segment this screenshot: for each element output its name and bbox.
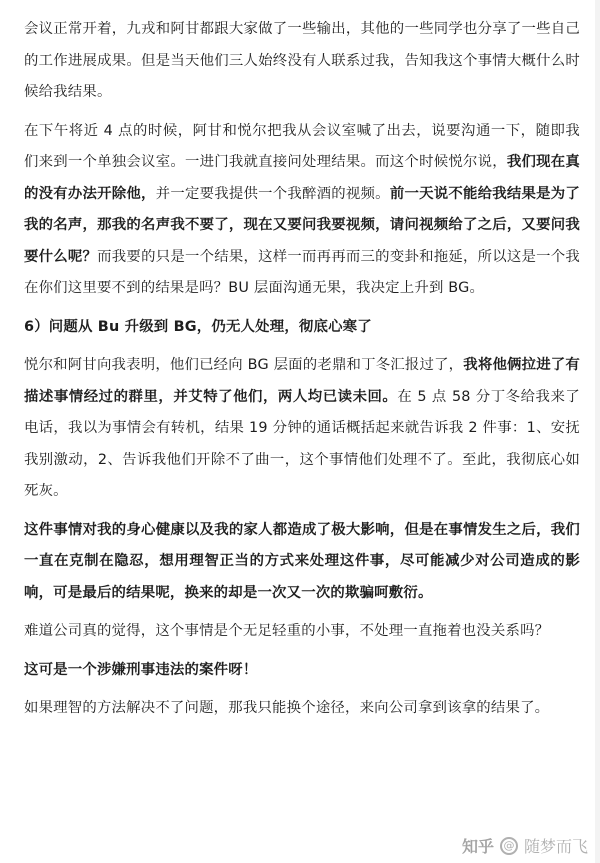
- scrollbar[interactable]: [595, 0, 600, 863]
- section-heading: 6）问题从 Bu 升级到 BG，仍无人处理，彻底心寒了: [24, 318, 372, 335]
- text-segment: 在 5 点 58 分丁冬给我来了电话，我以为事情会有转机，结果 19 分钟的通话概括起来就告诉我 2 件事：1、安抚我别激动，2、告诉我他们开除不了曲一，这个事情他们处理不了。至此，我彻底心如死灰。: [24, 388, 580, 499]
- bold-segment: 这件事情对我的身心健康以及我的家人都造成了极大影响，但是在事情发生之后，我们一直在克制在隐忍，想用理智正当的方式来处理这件事，尽可能减少对公司造成的影响，可是最后的结果呢，换来的却是一次又一次的欺骗呵敷衍。: [24, 521, 580, 601]
- text-segment: 如果理智的方法解决不了问题，那我只能换个途径，来向公司拿到该拿的结果了。: [24, 700, 550, 716]
- text-segment: 并一定要我提供一个我醉酒的视频。: [155, 185, 390, 202]
- paragraph-afternoon: [24, 116, 580, 305]
- watermark-author: 随梦而飞: [523, 837, 588, 856]
- at-icon: @: [500, 837, 518, 855]
- paragraph-meeting: [24, 14, 580, 109]
- text-segment: 而我要的只是一个结果，这样一而再再而三的变卦和拖延，所以这是一个我在你们这里要不到的结果是吗？BU 层面沟通无果，我决定上升到 BG。: [24, 248, 580, 296]
- article-body: [24, 14, 580, 732]
- text-segment: 会议正常开着，九戎和阿甘都跟大家做了一些输出，其他的一些同学也分享了一些自己的工作进展成果。但是当天他们三人始终没有人联系过我，告知我这个事情大概什么时候给我结果。: [24, 21, 580, 100]
- bold-segment: 我们现在真的没有办法开除他，: [24, 154, 580, 202]
- bold-segment: 这可是一个涉嫌刑事违法的案件呀！: [24, 661, 258, 678]
- text-segment: 在下午将近 4 点的时候，阿甘和悦尔把我从会议室喊了出去，说要沟通一下，随即我们来到一个单独会议室。一进门我就直接问处理结果。而这个时候悦尔说，: [24, 122, 580, 170]
- paragraph-criminal: [24, 655, 580, 687]
- zhihu-logo: 知乎: [461, 837, 494, 856]
- bold-segment: 我将他俩拉进了有描述事情经过的群里，并艾特了他们，两人均已读未回。: [24, 357, 580, 405]
- paragraph-impact: [24, 515, 580, 610]
- zhihu-watermark: [462, 834, 588, 857]
- paragraph-bg-escalation: [24, 350, 580, 508]
- text-segment: 悦尔和阿甘向我表明，他们已经向 BG 层面的老鼎和丁冬汇报过了，: [24, 357, 464, 373]
- paragraph-question: [24, 616, 580, 648]
- text-segment: 难道公司真的觉得，这个事情是个无足轻重的小事，不处理一直拖着也没关系吗？: [24, 623, 550, 639]
- bold-segment: 前一天说不能给我结果是为了我的名声，那我的名声我不要了，现在又要问我要视频，请问视频给了之后，又要问我要什么呢？: [24, 185, 581, 265]
- paragraph-conclusion: [24, 693, 580, 725]
